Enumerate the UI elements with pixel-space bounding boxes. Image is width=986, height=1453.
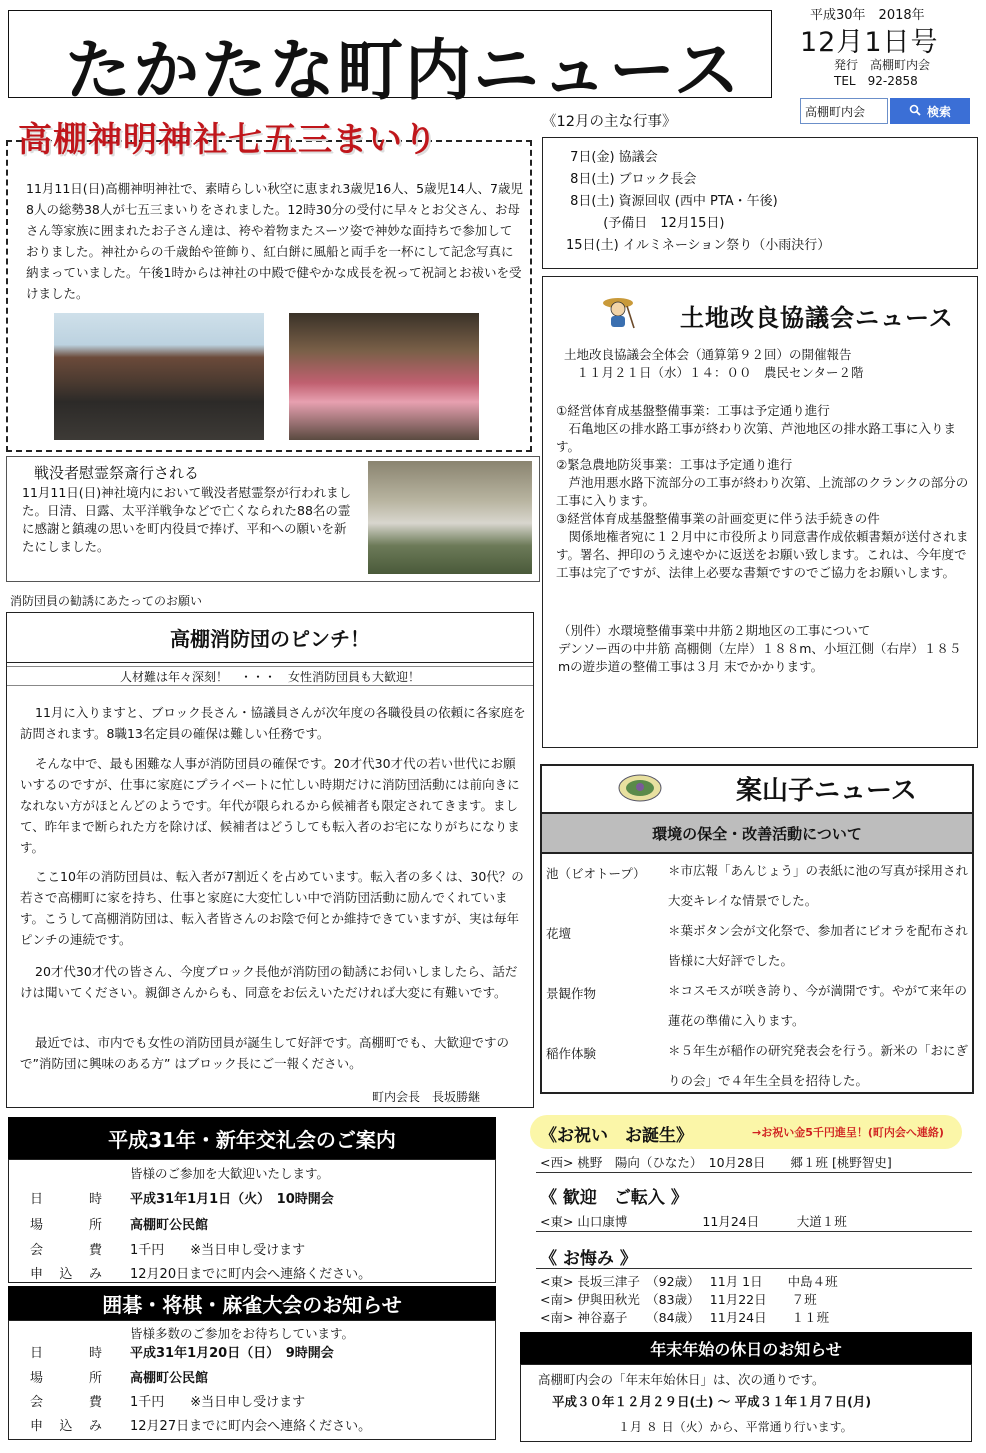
farmer-mascot-icon: [596, 294, 640, 330]
row-label: 日 時: [30, 1192, 102, 1207]
row-value: 高棚町公民館: [130, 1371, 209, 1386]
newsletter-title: たかたな町内ニュース: [65, 32, 742, 109]
row-label: 申込み: [30, 1267, 102, 1282]
shrine-photo-crowd: [54, 313, 264, 440]
fire-article-signature: 町内会長 長坂勝継: [372, 1090, 481, 1104]
event-item: 8日(土) 資源回収 (西中 PTA・午後): [566, 194, 778, 209]
row-label: 会 費: [30, 1395, 102, 1410]
scarecrow-item-label: 池（ビオトープ）: [546, 866, 646, 881]
memorial-photo: [368, 461, 532, 574]
scarecrow-news-title: 案山子ニュース: [736, 776, 917, 806]
condolence-entry: <東> 長坂三津子 （92歳） 11月 1日 中島４班: [540, 1274, 838, 1289]
row-label: 場 所: [30, 1371, 102, 1386]
scarecrow-item-label: 稲作体験: [546, 1046, 597, 1061]
search-input[interactable]: 高棚町内会: [800, 98, 888, 124]
event-item: (予備日 12月15日): [566, 216, 725, 231]
games-title: 囲碁・将棋・麻雀大会のお知らせ: [8, 1286, 496, 1320]
events-heading: 《12月の主な行事》: [542, 114, 677, 130]
fire-paragraph-4: 20才代30才代の皆さん、今度ブロック長他が消防団の勧誘にお伺いしましたら、話だけは聞いてください。親御さんからも、同意をお伝えいただければ大変に有難いです。: [20, 964, 518, 1000]
fire-paragraph-2: そんな中で、最も困難な人事が消防団員の確保です。20才代30才代の若い世代にお願いするのですが、仕事に家庭にプライベートに忙しい時期だけに消防団活動には前向きになれない方がほとんどのようです。年代が限られるから候補者も限定されてきます。まして、昨年まで断られた方を除けば、候補者はどうしても転入者のお宅になりがちになります。: [20, 756, 520, 855]
dateline: 平成30年 2018年: [810, 8, 925, 23]
scarecrow-logo-icon: [618, 774, 662, 802]
row-label: 日 時: [30, 1346, 102, 1361]
issue-number: 12月1日号: [800, 27, 939, 58]
shrine-article-title: 高棚神明神社七五三まいり: [18, 120, 438, 160]
land-news-annex: （別件）水環境整備事業中井筋２期地区の工事について デンソー西の中井筋 高棚側（左岸）１８８m、小垣江側（右岸）１８５mの遊歩道の整備工事は３月 末でかかります。: [558, 623, 962, 674]
row-value: 12月27日までに町内会へ連絡ください。: [130, 1419, 372, 1434]
holiday-intro: 高棚町内会の「年末年始休日」は、次の通りです。: [538, 1372, 825, 1387]
row-value: 12月20日までに町内会へ連絡ください。: [130, 1267, 372, 1282]
land-news-report: 土地改良協議会全体会（通算第９２回）の開催報告 １１月２１日（水）１４：００ 農民センター２階: [564, 347, 864, 380]
scarecrow-item-text: ＊５年生が稲作の研究発表会を行う。新米の「おにぎりの会」で４年生全員を招待した。: [668, 1043, 969, 1088]
birth-entry: <西> 桃野 陽向（ひなた） 10月28日 郷１班 [桃野智史]: [540, 1155, 892, 1170]
celebration-note: →お祝い金5千円進呈！(町内会へ連絡): [752, 1126, 944, 1139]
games-intro: 皆様多数のご参加をお待ちしています。: [130, 1326, 355, 1341]
memorial-article-body: 11月11日(日)神社境内において戦没者慰霊祭が行われました。日清、日露、太平洋戦争などで亡くなられた88名の霊に感謝と鎮魂の思いを町内役員で捧げ、平和への願いを新たにしました。: [22, 485, 352, 554]
scarecrow-news-subtitle: 環境の保全・改善活動について: [542, 812, 972, 854]
search-button-label: 検索: [926, 104, 951, 119]
land-news-items: ①経営体育成基盤整備事業：工事は予定通り進行 石亀地区の排水路工事が終わり次第、芦池地区の排水路工事に入ります。 ②緊急農地防災事業：工事は予定通り進行 芦池用悪水路下流部分の工事が終わり次第、上流部のクランクの部分の工事に入ります。 ③経営体育成基盤整備事業の計画変更に伴う法手続きの件 関係地権者宛に１２月中に市役所より同意書作成依頼書類が送付されます。署名、押印のうえ速やかに返送をお願い致します。これは、今年度で工事は完了ですが、法律上必要な書類ですのでご協力をお願いします。: [556, 403, 969, 580]
scarecrow-item-text: ＊葉ボタン会が文化祭で、参加者にビオラを配布され皆様に大好評でした。: [668, 923, 968, 968]
divider: [536, 1268, 972, 1269]
holiday-resume: １月 ８ 日（火）から、平常通り行います。: [618, 1420, 853, 1434]
row-label: 場 所: [30, 1218, 102, 1233]
row-label: 申込み: [30, 1419, 102, 1434]
welcome-title: 《 歓迎 ご転入 》: [540, 1188, 688, 1208]
condolence-entry: <南> 伊與田秋光 （83歳） 11月22日 ７班: [540, 1292, 817, 1307]
row-value: 平成31年1月20日（日） 9時開会: [130, 1346, 334, 1361]
telephone: TEL 92-2858: [834, 74, 918, 88]
divider: [536, 1231, 972, 1232]
row-label: 会 費: [30, 1243, 102, 1258]
row-value: 平成31年1月1日（火） 10時開会: [130, 1192, 334, 1207]
condolence-title: 《 お悔み 》: [540, 1249, 637, 1269]
land-news-title: 土地改良協議会ニュース: [680, 304, 954, 332]
welcome-entry: <東> 山口康博 11月24日 大道１班: [540, 1214, 847, 1229]
masthead: [8, 10, 772, 109]
newyear-title: 平成31年・新年交礼会のご案内: [8, 1117, 496, 1159]
holiday-period: 平成３０年１２月２９日(土) ～ 平成３１年１月７日(月): [552, 1394, 872, 1409]
condolence-entry: <南> 神谷嘉子 （84歳） 11月24日 １１班: [540, 1310, 830, 1325]
celebration-title: 《お祝い お誕生》: [540, 1126, 693, 1146]
fire-paragraph-3: ここ10年の消防団員は、転入者が7割近くを占めています。転入者の多くは、30代？の若さで高棚町に家を持ち、仕事と家庭に大変忙しい中で消防団活動に励んでくれています。こうして高棚消防団は、転入者皆さんのお陰で何とか維持できていますが、実は毎年ピンチの連続です。: [20, 869, 524, 947]
shrine-photo-children: [289, 313, 479, 440]
row-value: 高棚町公民館: [130, 1218, 209, 1233]
holiday-title: 年末年始の休日のお知らせ: [520, 1332, 972, 1364]
row-value: 1千円 ※当日申し受けます: [130, 1243, 306, 1258]
fire-article-subtitle: 人材難は年々深刻！ ・・・ 女性消防団員も大歓迎！: [7, 666, 533, 686]
event-item: 7日(金) 協議会: [566, 150, 658, 165]
event-item: 15日(土) イルミネーション祭り（小雨決行）: [566, 238, 831, 253]
row-value: 1千円 ※当日申し受けます: [130, 1395, 306, 1410]
memorial-article-title: 戦没者慰霊祭斎行される: [34, 464, 200, 482]
fire-paragraph-1: 11月に入りますと、ブロック長さん・協議員さんが次年度の各職役員の依頼に各家庭を訪問されます。8職13名定員の確保は難しい任務です。: [20, 705, 526, 741]
search-button[interactable]: [890, 98, 970, 124]
divider: [536, 1172, 972, 1173]
scarecrow-item-text: ＊コスモスが咲き誇り、今が満開です。やがて来年の蓮花の準備に入ります。: [668, 983, 968, 1028]
fire-article-title: 高棚消防団のピンチ！: [7, 613, 533, 663]
scarecrow-item-label: 花壇: [546, 926, 572, 941]
search-icon: [909, 104, 921, 119]
event-item: 8日(土) ブロック長会: [566, 172, 697, 187]
fire-article-caption: 消防団員の勧誘にあたってのお願い: [10, 594, 203, 608]
fire-paragraph-5: 最近では、市内でも女性の消防団員が誕生して好評です。高棚町でも、大歓迎ですので”消防団に興味のある方” はブロック長にご一報ください。: [20, 1035, 510, 1071]
publisher: 発行 高棚町内会: [834, 58, 931, 72]
scarecrow-item-text: ＊市広報「あんじょう」の表紙に池の写真が採用され大変キレイな情景でした。: [668, 863, 969, 908]
newyear-intro: 皆様のご参加を大歓迎いたします。: [130, 1166, 330, 1181]
scarecrow-item-label: 景観作物: [546, 986, 597, 1001]
shrine-article-body: 11月11日(日)高棚神明神社で、素晴らしい秋空に恵まれ3歳児16人、5歳児14人、7歳児8人の総勢38人が七五三まいりをされました。12時30分の受付に早々とお父さん、お母さん等家族に囲まれたお子さん達は、袴や着物またスーツ姿で神妙な面持ちで参加しておりました。神社からの千歳飴や笹飾り、紅白餅に風船と両手を一杯にして記念写真に納まっていました。午後1時からは神社の中殿で健やかな成長を祝って祝詞とお祓いを受けました。: [26, 181, 523, 301]
